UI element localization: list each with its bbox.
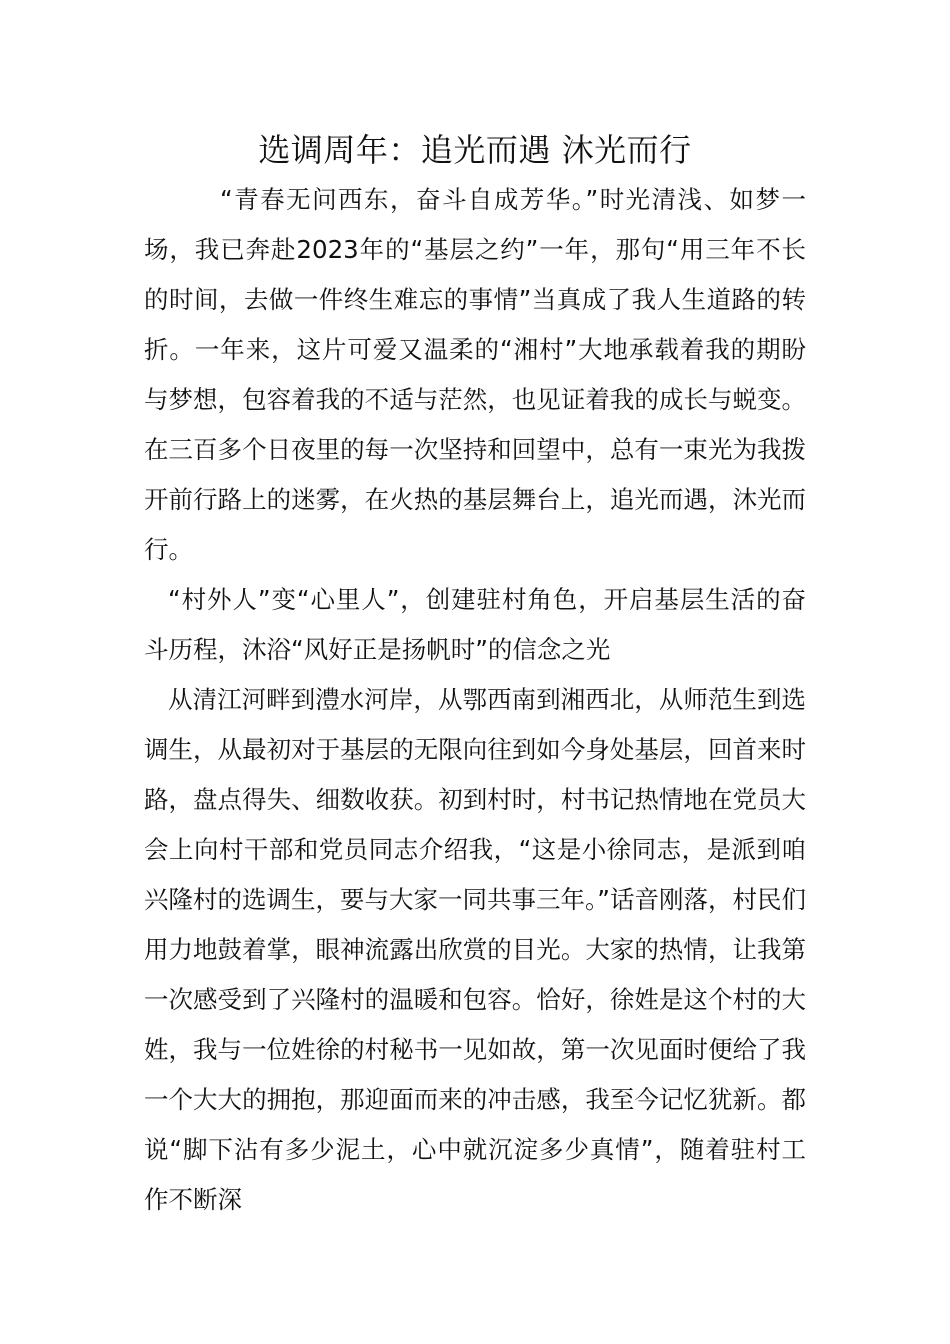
- paragraph-section-heading: “村外人”变“心里人”，创建驻村角色，开启基层生活的奋斗历程，沐浴“风好正是扬帆时”的信念之光: [144, 585, 806, 664]
- document-body: [144, 175, 806, 1225]
- paragraph-body: 从清江河畔到澧水河岸，从鄂西南到湘西北，从师范生到选调生，从最初对于基层的无限向往到如今身处基层，回首来时路，盘点得失、细数收获。初到村时，村书记热情地在党员大会上向村干部和党员同志介绍我，“这是小徐同志，是派到咱兴隆村的选调生，要与大家一同共事三年。”话音刚落，村民们用力地鼓着掌，眼神流露出欣赏的目光。大家的热情，让我第一次感受到了兴隆村的温暖和包容。恰好，徐姓是这个村的大姓，我与一位姓徐的村秘书一见如故，第一次见面时便给了我一个大大的拥抱，那迎面而来的冲击感，我至今记忆犹新。都说“脚下沾有多少泥土，心中就沉淀多少真情”，随着驻村工作不断深: [144, 685, 806, 1214]
- paragraph-intro: “青春无问西东，奋斗自成芳华。”时光清浅、如梦一场，我已奔赴2023年的“基层之约”一年，那句“用三年不长的时间，去做一件终生难忘的事情”当真成了我人生道路的转折。一年来，这片可爱又温柔的“湘村”大地承载着我的期盼与梦想，包容着我的不适与茫然，也见证着我的成长与蜕变。在三百多个日夜里的每一次坚持和回望中，总有一束光为我拨开前行路上的迷雾，在火热的基层舞台上，追光而遇，沐光而行。: [144, 185, 806, 564]
- document-title: 选调周年：追光而遇 沐光而行: [258, 131, 692, 169]
